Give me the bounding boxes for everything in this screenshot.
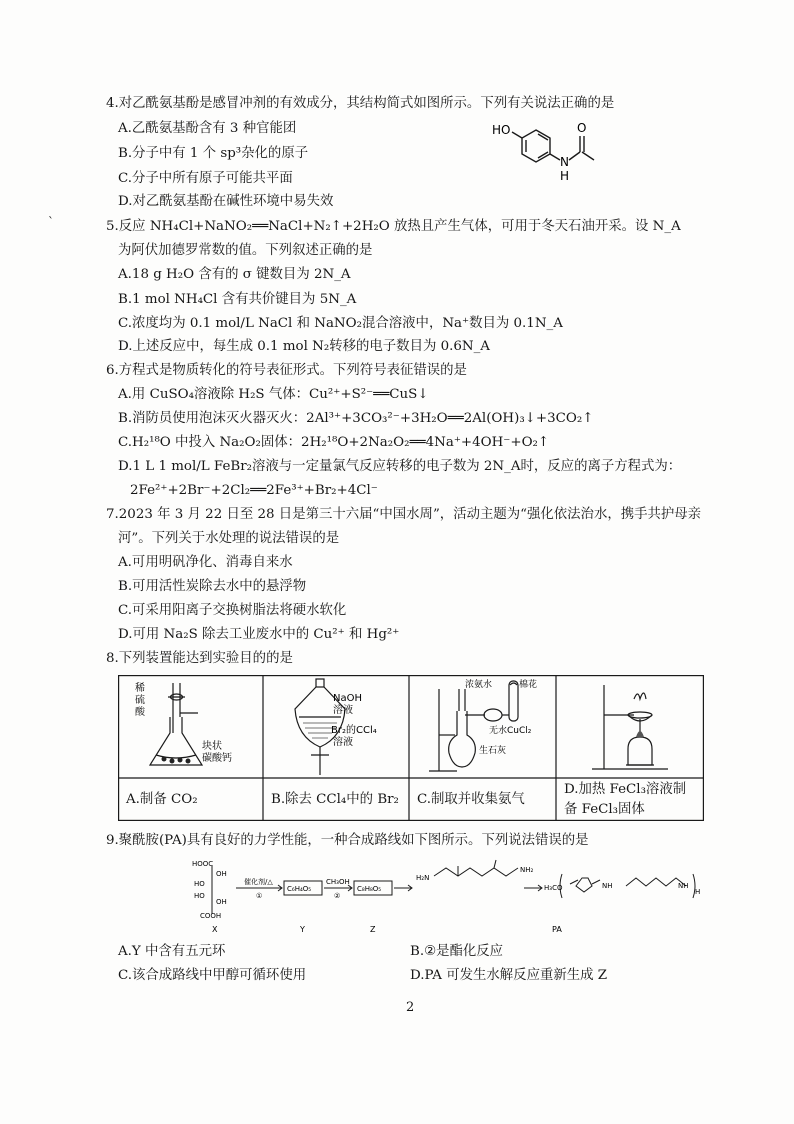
scheme-step2-reagent: CH₃OH	[326, 878, 350, 886]
q4-option-d: D.对乙酰氨基酚在碱性环境中易失效	[118, 194, 334, 209]
scheme-x-oh2: OH	[216, 898, 227, 906]
scheme-pa-nh: NH	[602, 882, 613, 890]
q8-apparatus-table	[118, 675, 704, 821]
q7-option-d: D.可用 Na₂S 除去工业废水中的 Cu²⁺ 和 Hg²⁺	[118, 627, 400, 642]
scheme-x-oh1: OH	[216, 870, 227, 878]
q5-option-d: D.上述反应中，每生成 0.1 mol N₂转移的电子数目为 0.6N_A	[118, 339, 490, 354]
q5-option-c: C.浓度均为 0.1 mol/L NaCl 和 NaNO₂混合溶液中，Na⁺数目为 0.1N_A	[118, 316, 563, 331]
apparatus-b-drawing	[263, 675, 409, 778]
apparatus-c-label-lime: 生石灰	[479, 746, 507, 756]
apparatus-c-label-cotton: 棉花	[519, 680, 538, 690]
apparatus-b-label-bot1: Br₂的CCl₄	[331, 725, 377, 736]
struct-h-label: H	[560, 169, 570, 183]
q9-option-c: C.该合成路线中甲醇可循环使用	[118, 968, 307, 983]
struct-o-label: O	[577, 121, 587, 135]
q9-stem: 9.聚酰胺(PA)具有良好的力学性能，一种合成路线如下图所示。下列说法错误的是	[106, 833, 589, 848]
q6-option-d-line1: D.1 L 1 mol/L FeBr₂溶液与一定量氯气反应转移的电子数为 2N_A时，反应的离子方程式为：	[118, 459, 682, 474]
struct-ho-label: HO	[492, 123, 511, 137]
scheme-step1-number: ①	[256, 892, 263, 900]
scheme-x-cooh: COOH	[200, 912, 222, 920]
q4-stem: 4.对乙酰氨基酚是感冒冲剂的有效成分，其结构简式如图所示。下列有关说法正确的是	[106, 96, 615, 111]
stray-mark: ˋ	[48, 215, 54, 229]
q4-option-b: B.分子中有 1 个 sp³杂化的原子	[118, 146, 309, 161]
apparatus-b-label-top1: NaOH	[333, 693, 362, 704]
q8-stem: 8.下列装置能达到实验目的的是	[106, 651, 293, 666]
q8-option-c: C.制取并收集氨气	[417, 792, 525, 807]
apparatus-a-drawing	[118, 675, 263, 778]
apparatus-a-label-solid2: 碳酸钙	[202, 753, 232, 764]
scheme-diamine-nh2: NH₂	[520, 866, 534, 874]
apparatus-b-label-bot2: 溶液	[333, 737, 353, 748]
scheme-y-formula: C₆H₄O₅	[287, 885, 312, 893]
q5-option-a: A.18 g H₂O 含有的 σ 键数目为 2N_A	[118, 267, 351, 282]
q5-stem-line1: 5.反应 NH₄Cl+NaNO₂══NaCl+N₂↑+2H₂O 放热且产生气体，可用于冬天石油开采。设 N_A	[106, 219, 681, 234]
q6-option-b: B.消防员使用泡沫灭火器灭火：2Al³⁺+3CO₃²⁻+3H₂O══2Al(OH)₃↓+3CO₂↑	[118, 411, 594, 426]
apparatus-a-label-acid1: 稀	[135, 683, 145, 694]
q8-option-d-line1: D.加热 FeCl₃溶液制	[564, 782, 687, 797]
q9-option-a: A.Y 中含有五元环	[118, 944, 226, 959]
q7-option-b: B.可用活性炭除去水中的悬浮物	[118, 579, 307, 594]
scheme-x-hooc: HOOC	[192, 860, 214, 868]
q6-option-d-line2: 2Fe²⁺+2Br⁻+2Cl₂══2Fe³⁺+Br₂+4Cl⁻	[130, 483, 378, 498]
scheme-pa-h3co: H₃CO	[544, 884, 563, 892]
apparatus-a-label-solid1: 块状	[202, 741, 222, 752]
q9-option-b: B.②是酯化反应	[410, 944, 504, 959]
apparatus-c-drawing	[409, 675, 556, 778]
q6-option-a: A.用 CuSO₄溶液除 H₂S 气体：Cu²⁺+S²⁻══CuS↓	[118, 387, 429, 402]
apparatus-a-label-acid3: 酸	[135, 707, 145, 718]
q8-option-b: B.除去 CCl₄中的 Br₂	[271, 792, 399, 807]
scheme-z-formula: C₈H₈O₅	[357, 885, 382, 893]
apparatus-b-label-top2: 溶液	[333, 705, 353, 716]
q4-option-c: C.分子中所有原子可能共平面	[118, 171, 293, 186]
acetaminophen-structure	[490, 110, 640, 185]
page-number: 2	[406, 1000, 415, 1015]
apparatus-d-drawing	[556, 675, 704, 778]
scheme-diamine-h2n: H₂N	[416, 874, 430, 882]
scheme-label-z: Z	[370, 925, 376, 934]
q7-option-a: A.可用明矾净化、消毒自来水	[118, 555, 293, 570]
q8-option-d-line2: 备 FeCl₃固体	[564, 802, 645, 817]
scheme-x-ho2: HO	[194, 892, 205, 900]
apparatus-c-label-ammonia: 浓氨水	[465, 680, 493, 690]
q9-option-d: D.PA 可发生水解反应重新生成 Z	[410, 968, 608, 983]
scheme-label-pa: PA	[552, 925, 562, 934]
scheme-label-y: Y	[300, 925, 305, 934]
scheme-step1-reagent: 催化剂/△	[244, 878, 273, 886]
scheme-pa-h-end: H	[695, 888, 700, 896]
apparatus-a-label-acid2: 硫	[135, 695, 145, 706]
struct-n-label: N	[560, 155, 569, 169]
q6-option-c: C.H₂¹⁸O 中投入 Na₂O₂固体：2H₂¹⁸O+2Na₂O₂══4Na⁺+4OH⁻+O₂↑	[118, 435, 550, 450]
q9-synthesis-scheme	[190, 856, 700, 936]
scheme-label-x: X	[212, 925, 218, 934]
q8-option-a: A.制备 CO₂	[126, 792, 198, 807]
q5-stem-line2: 为阿伏加德罗常数的值。下列叙述正确的是	[118, 243, 373, 258]
q5-option-b: B.1 mol NH₄Cl 含有共价键目为 5N_A	[118, 292, 357, 307]
scheme-step2-number: ②	[334, 892, 341, 900]
q7-stem-line1: 7.2023 年 3 月 22 日至 28 日是第三十六届“中国水周”，活动主题为“强化依法治水，携手共护母亲	[106, 507, 702, 522]
scheme-x-ho1: HO	[194, 880, 205, 888]
q7-option-c: C.可采用阳离子交换树脂法将硬水软化	[118, 603, 347, 618]
apparatus-c-label-cucl2: 无水CuCl₂	[489, 726, 532, 736]
q6-stem: 6.方程式是物质转化的符号表征形式。下列符号表征错误的是	[106, 363, 467, 378]
q7-stem-line2: 河”。下列关于水处理的说法错误的是	[118, 531, 340, 546]
q4-option-a: A.乙酰氨基酚含有 3 种官能团	[118, 121, 297, 136]
scheme-pa-nh-end: NH	[678, 882, 689, 890]
